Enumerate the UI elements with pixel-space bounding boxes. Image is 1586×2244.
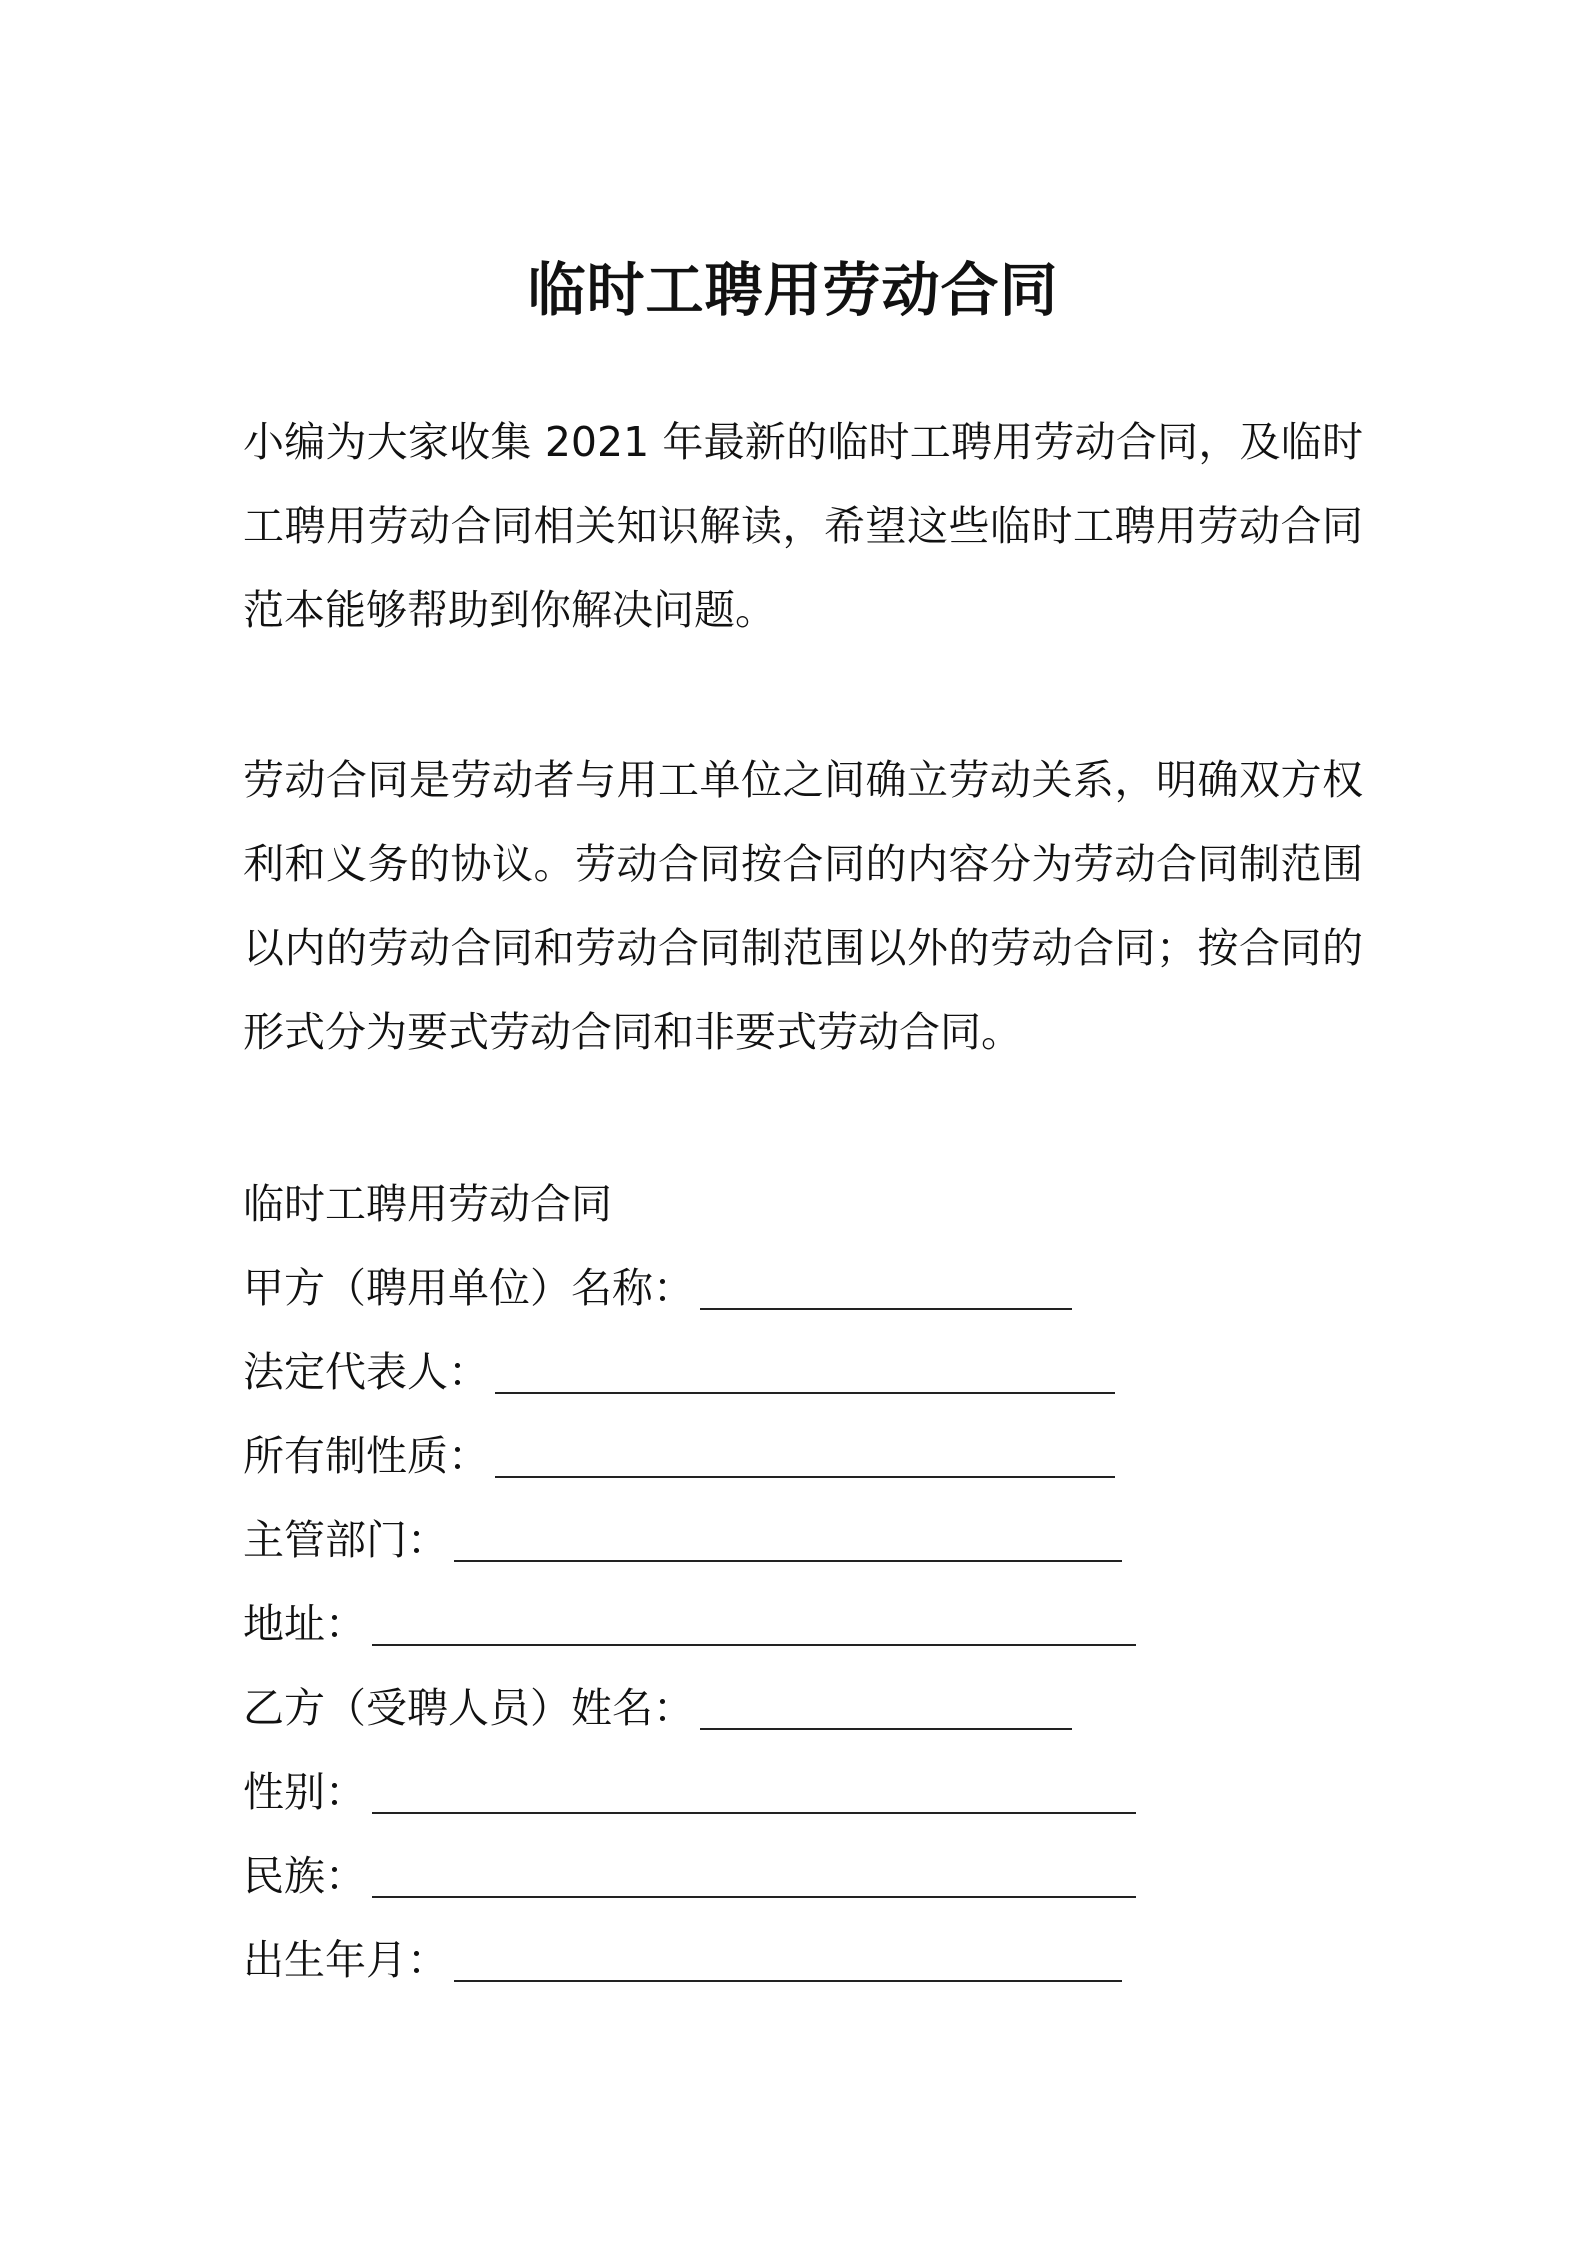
form-row-legal-representative	[243, 1330, 1363, 1414]
address-field[interactable]	[372, 1604, 1136, 1646]
employee-name-field[interactable]	[700, 1688, 1072, 1730]
form-row-employer-name	[243, 1246, 1363, 1330]
form-row-gender	[243, 1750, 1363, 1834]
field-label: 乙方（受聘人员）姓名：	[243, 1684, 694, 1732]
field-label: 出生年月：	[243, 1936, 448, 1984]
form-row-ethnicity	[243, 1834, 1363, 1918]
form-heading: 临时工聘用劳动合同	[243, 1180, 612, 1228]
supervising-department-field[interactable]	[454, 1520, 1122, 1562]
form-row-birth-date	[243, 1918, 1363, 2002]
contract-form	[243, 1162, 1363, 2002]
birth-date-field[interactable]	[454, 1940, 1122, 1982]
ownership-type-field[interactable]	[495, 1436, 1115, 1478]
field-label: 性别：	[243, 1768, 366, 1816]
definition-paragraph: 劳动合同是劳动者与用工单位之间确立劳动关系，明确双方权利和义务的协议。劳动合同按合同的内容分为劳动合同制范围以内的劳动合同和劳动合同制范围以外的劳动合同；按合同的形式分为要式劳动合同和非要式劳动合同。	[243, 756, 1363, 1056]
form-row-employee-name	[243, 1666, 1363, 1750]
form-row-ownership-type	[243, 1414, 1363, 1498]
legal-representative-field[interactable]	[495, 1352, 1115, 1394]
field-label: 法定代表人：	[243, 1348, 489, 1396]
field-label: 甲方（聘用单位）名称：	[243, 1264, 694, 1312]
form-row-address	[243, 1582, 1363, 1666]
employer-name-field[interactable]	[700, 1268, 1072, 1310]
field-label: 主管部门：	[243, 1516, 448, 1564]
field-label: 地址：	[243, 1600, 366, 1648]
form-row-supervising-department	[243, 1498, 1363, 1582]
field-label: 民族：	[243, 1852, 366, 1900]
document-title: 临时工聘用劳动合同	[527, 256, 1059, 324]
field-label: 所有制性质：	[243, 1432, 489, 1480]
gender-field[interactable]	[372, 1772, 1136, 1814]
ethnicity-field[interactable]	[372, 1856, 1136, 1898]
intro-paragraph: 小编为大家收集 2021 年最新的临时工聘用劳动合同，及临时工聘用劳动合同相关知识解读，希望这些临时工聘用劳动合同范本能够帮助到你解决问题。	[243, 418, 1363, 634]
